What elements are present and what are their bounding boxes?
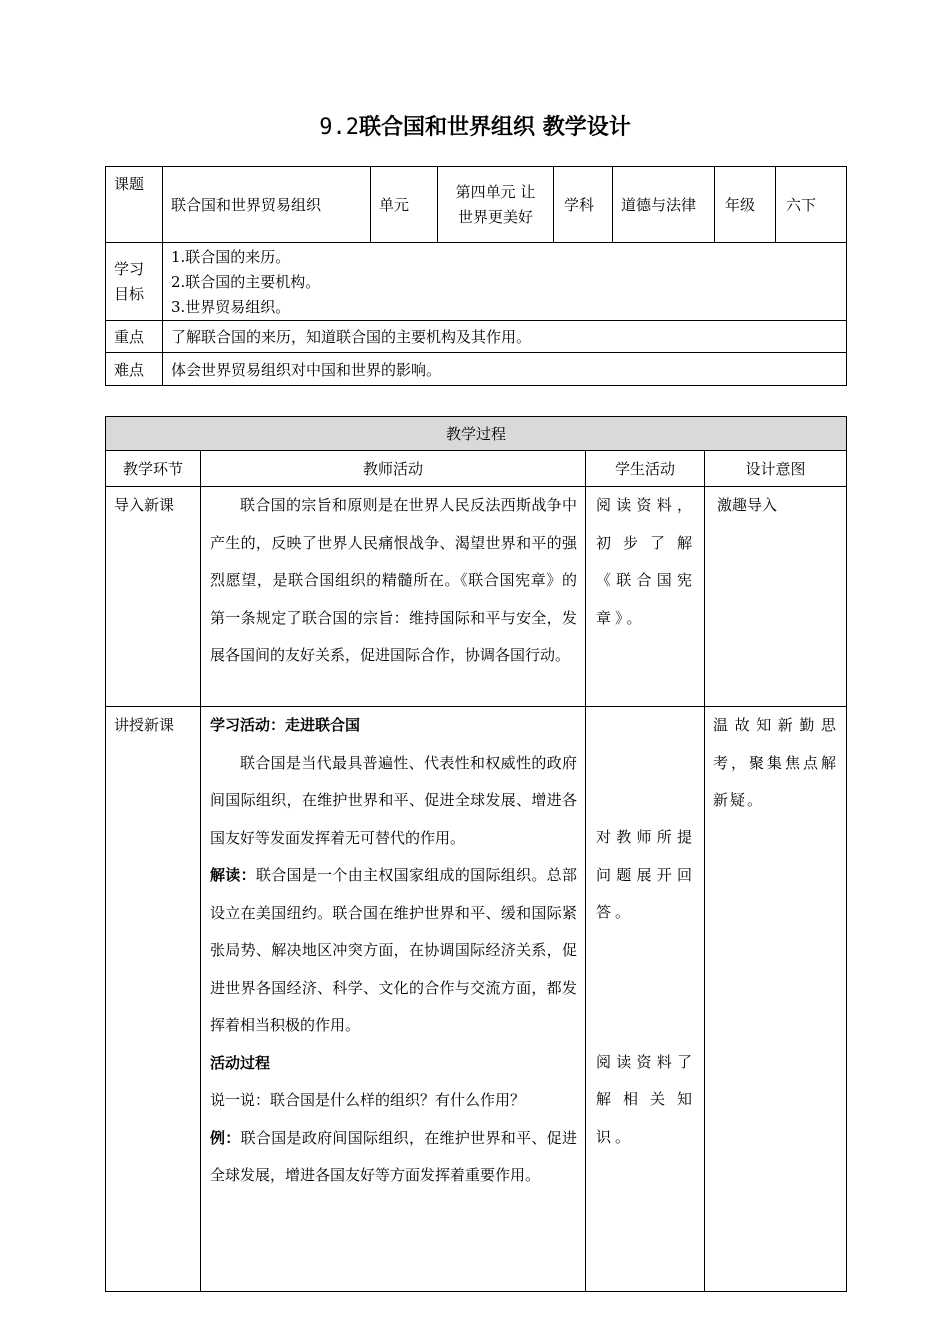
grade-value: 六下 bbox=[776, 167, 847, 243]
difficulty-label: 难点 bbox=[106, 353, 163, 386]
explain-label: 解读： bbox=[210, 866, 256, 884]
key-point-label: 重点 bbox=[106, 321, 163, 353]
intro-paragraph: 联合国是当代最具普遍性、代表性和权威性的政府间国际组织，在维护世界和平、促进全球发展、增进各国友好等发面发挥着无可替代的作用。 bbox=[210, 753, 577, 847]
grade-label: 年级 bbox=[715, 167, 776, 243]
col-header-intent: 设计意图 bbox=[705, 451, 847, 487]
key-point-value: 了解联合国的来历，知道联合国的主要机构及其作用。 bbox=[163, 321, 847, 353]
col-header-teacher: 教师活动 bbox=[201, 451, 586, 487]
teacher-cell bbox=[201, 707, 586, 1292]
subject-value: 道德与法律 bbox=[613, 167, 715, 243]
student-cell: 阅读资料，初步了解《联合国宪章》。 bbox=[586, 487, 705, 707]
activity-title: 学习活动：走进联合国 bbox=[210, 716, 361, 734]
table-row bbox=[106, 487, 847, 707]
goals-list bbox=[163, 243, 847, 321]
goals-label: 学习目标 bbox=[106, 243, 163, 321]
difficulty-value: 体会世界贸易组织对中国和世界的影响。 bbox=[163, 353, 847, 386]
example-paragraph: 例：联合国是政府间国际组织，在维护世界和平、促进全球发展，增进各国友好等方面发挥着重要作用。 bbox=[210, 1128, 577, 1184]
teacher-cell: 联合国的宗旨和原则是在世界人民反法西斯战争中产生的，反映了世界人民痛恨战争、渴望世界和平的强烈愿望，是联合国组织的精髓所在。《联合国宪章》的第一条规定了联合国的宗旨：维持国际和平与安全，发展各国间的友好关系，促进国际合作，协调各国行动。 bbox=[201, 487, 586, 707]
process-title: 教学过程 bbox=[106, 417, 847, 451]
title-text: 联合国和世界组织 教学设计 bbox=[359, 115, 631, 140]
goal-item: 2.联合国的主要机构。 bbox=[171, 273, 321, 291]
stage-cell: 讲授新课 bbox=[106, 707, 201, 1292]
page-title bbox=[0, 110, 950, 141]
example-label: 例： bbox=[210, 1128, 241, 1147]
header-table bbox=[105, 166, 847, 386]
title-number: 9.2 bbox=[319, 115, 360, 140]
col-header-stage: 教学环节 bbox=[106, 451, 201, 487]
explain-paragraph: 解读：联合国是一个由主权国家组成的国际组织。总部设立在美国纽约。联合国在维护世界和平、缓和国际紧张局势、解决地区冲突方面，在协调国际经济关系，促进世界各国经济、科学、文化的合作与交流方面，都发挥着相当积极的作用。 bbox=[210, 866, 577, 1034]
stage-cell: 导入新课 bbox=[106, 487, 201, 707]
goal-item: 3.世界贸易组织。 bbox=[171, 298, 291, 316]
unit-label: 单元 bbox=[371, 167, 438, 243]
topic-value: 联合国和世界贸易组织 bbox=[163, 167, 371, 243]
process-subtitle: 活动过程 bbox=[210, 1053, 271, 1072]
intent-cell: 温故知新勤思考，聚集焦点解新疑。 bbox=[705, 707, 847, 1292]
table-row bbox=[106, 707, 847, 1292]
unit-value: 第四单元 让世界更美好 bbox=[438, 167, 554, 243]
process-table bbox=[105, 416, 847, 1292]
student-activity-2: 阅读资料了解相关知识。 bbox=[596, 1052, 696, 1146]
question-text: 说一说：联合国是什么样的组织？有什么作用？ bbox=[210, 1091, 526, 1109]
student-cell bbox=[586, 707, 705, 1292]
topic-label: 课题 bbox=[106, 167, 163, 243]
col-header-student: 学生活动 bbox=[586, 451, 705, 487]
intent-cell: 激趣导入 bbox=[705, 487, 847, 707]
student-activity-1: 对教师所提问题展开回答。 bbox=[596, 828, 696, 921]
goal-item: 1.联合国的来历。 bbox=[171, 248, 291, 266]
subject-label: 学科 bbox=[554, 167, 613, 243]
